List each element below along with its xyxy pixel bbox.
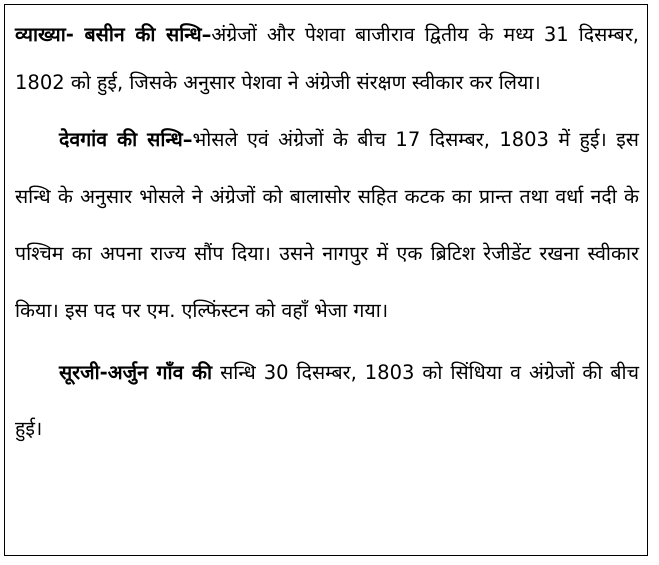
text-bassein-treaty: अंग्रेजों और पेशवा बाजीराव द्वितीय के मध्य 31 दिसम्बर, 1802 को हुई, जिसके अनुसार पेशवा ने अंग्रेजी संरक्षण स्वीकार कर लिया।	[15, 23, 639, 94]
text-surji-arjungaon-treaty: सन्धि 30 दिसम्बर, 1803 को सिंधिया व अंग्रेजों की बीच हुई।	[15, 361, 639, 440]
paragraph-surji-arjungaon-treaty	[15, 345, 639, 457]
paragraph-bassein-treaty	[15, 11, 639, 107]
document-frame	[4, 4, 648, 556]
heading-surji-arjungaon-treaty: सूरजी-अर्जुन गाँव की	[59, 361, 213, 384]
document-body	[15, 11, 639, 457]
text-devgaon-treaty: भोसले एवं अंग्रेजों के बीच 17 दिसम्बर, 1803 में हुई। इस सन्धि के अनुसार भोसले ने अंग्रेजों को बालासोर सहित कटक का प्रान्त तथा वर्धा नदी के पश्चिम का अपना राज्य सौंप दिया। उसने नागपुर में एक ब्रिटिश रेजीडेंट रखना स्वीकार किया। इस पद पर एम. एल्फिंस्टन को वहाँ भेजा गया।	[15, 128, 639, 322]
paragraph-devgaon-treaty	[15, 111, 639, 339]
heading-devgaon-treaty: देवगांव की सन्धि–	[59, 128, 193, 151]
heading-bassein-treaty: व्याख्या- बसीन की सन्धि–	[15, 23, 212, 46]
